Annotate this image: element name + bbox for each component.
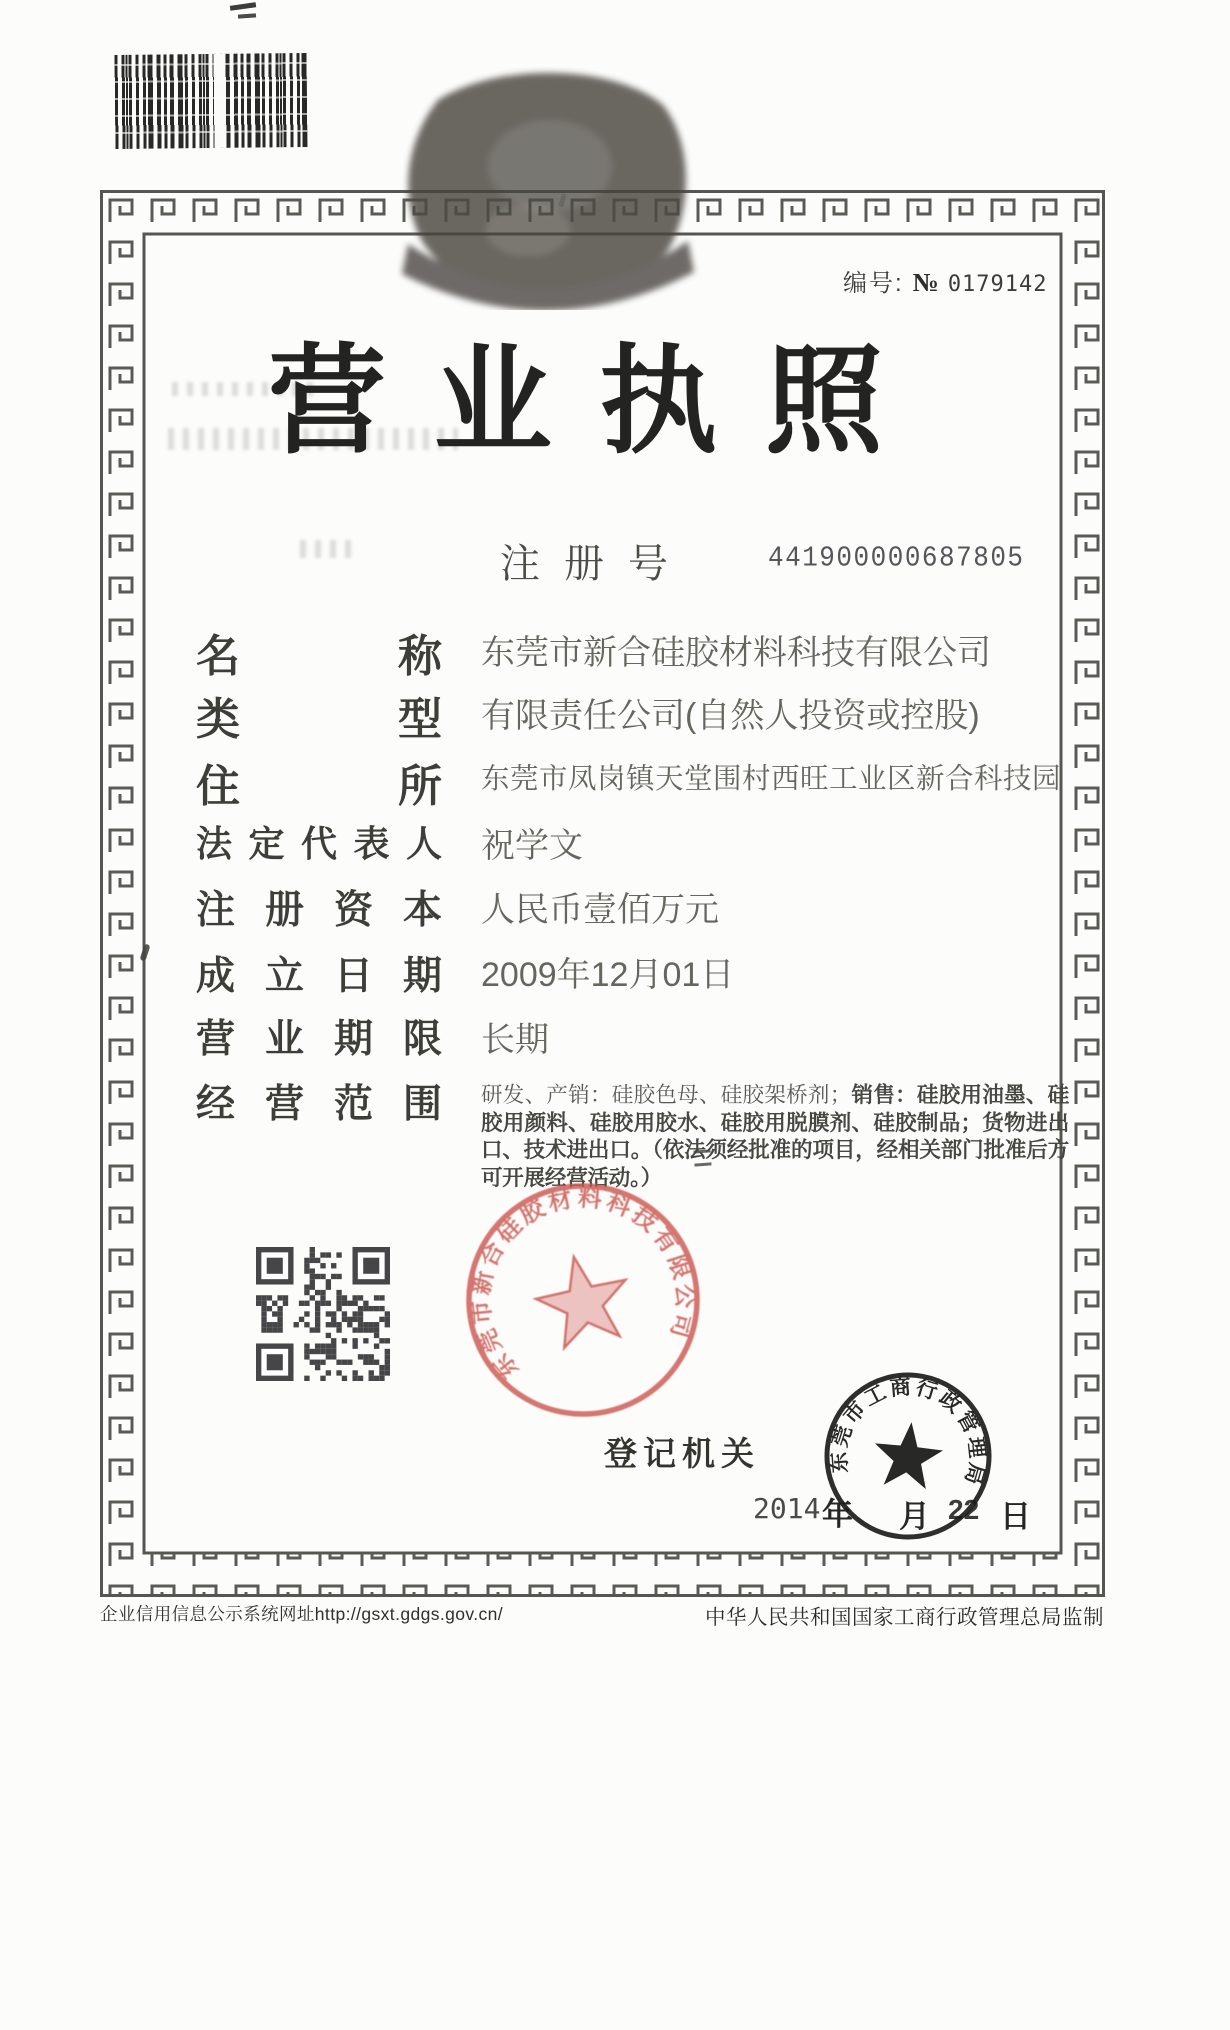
field-label-legal-representative: 法 定 代 表 人 bbox=[196, 823, 442, 864]
document-title: 营 业 执 照 bbox=[268, 336, 883, 468]
field-value-business-term: 长期 bbox=[481, 1021, 549, 1059]
footer-issuing-authority: 中华人民共和国国家工商行政管理总局监制 bbox=[705, 1606, 1104, 1629]
field-label-address: 住 所 bbox=[196, 762, 442, 811]
field-label-company-type: 类 型 bbox=[196, 695, 442, 744]
field-label-establishment-date: 成 立 日 期 bbox=[196, 955, 442, 998]
field-label-business-scope: 经 营 范 围 bbox=[196, 1083, 442, 1126]
registrar-label: 登 记 机 关 bbox=[604, 1435, 754, 1472]
registrar-seal bbox=[800, 1348, 1016, 1564]
qr-code bbox=[256, 1247, 390, 1381]
field-value-legal-representative: 祝学文 bbox=[481, 827, 583, 865]
field-value-company-type: 有限责任公司(自然人投资或控股) bbox=[481, 697, 980, 735]
company-seal-star bbox=[529, 1247, 636, 1351]
business-scope-part1: 研发、产销：硅胶色母、硅胶架桥剂； bbox=[481, 1083, 852, 1107]
ink-mark bbox=[693, 1149, 711, 1166]
field-value-address: 东莞市凤岗镇天堂围村西旺工业区新合科技园 bbox=[481, 763, 1062, 795]
barcode bbox=[115, 53, 308, 149]
date-day: 22 bbox=[948, 1494, 980, 1525]
company-seal-text: 东莞市新合硅胶材料科技有限公司 bbox=[467, 1184, 699, 1384]
scan-smudge bbox=[230, 2, 256, 11]
field-value-company-name: 东莞市新合硅胶材料科技有限公司 bbox=[481, 634, 991, 672]
business-scope-part2: 销售：硅胶用油墨、硅胶用颜料、硅胶用胶水、硅胶用脱膜剂、硅胶制品；货物进出口、技术进出口。（依法须经批准的项目，经相关部门批准后方可开展经营活动。） bbox=[481, 1083, 1069, 1190]
registrar-seal-text: 东莞市工商行政管理局 bbox=[827, 1375, 989, 1490]
date-day-label: 日 bbox=[1000, 1499, 1031, 1534]
field-label-business-term: 营 业 期 限 bbox=[196, 1018, 442, 1061]
numero-symbol: № bbox=[912, 268, 939, 297]
scan-smudge bbox=[238, 13, 256, 18]
serial-number: 0179142 bbox=[947, 272, 1048, 297]
date-year-label: 年 bbox=[822, 1497, 853, 1532]
field-label-company-name: 名 称 bbox=[196, 632, 442, 681]
company-seal bbox=[455, 1172, 711, 1428]
registrar-seal-star bbox=[871, 1419, 946, 1491]
date-month-label: 月 bbox=[899, 1499, 930, 1534]
serial-number-line bbox=[843, 263, 1048, 298]
field-value-registered-capital: 人民币壹佰万元 bbox=[481, 891, 719, 929]
date-year: 2014 bbox=[753, 1492, 821, 1525]
field-label-registered-capital: 注 册 资 本 bbox=[196, 889, 442, 932]
field-value-establishment-date: 2009年12月01日 bbox=[481, 956, 735, 994]
footer-public-system-url: 企业信用信息公示系统网址http://gsxt.gdgs.gov.cn/ bbox=[100, 1604, 504, 1624]
registration-number: 441900000687805 bbox=[768, 541, 1025, 575]
serial-label: 编号: bbox=[843, 270, 904, 297]
registration-number-label: 注 册 号 bbox=[500, 542, 668, 586]
